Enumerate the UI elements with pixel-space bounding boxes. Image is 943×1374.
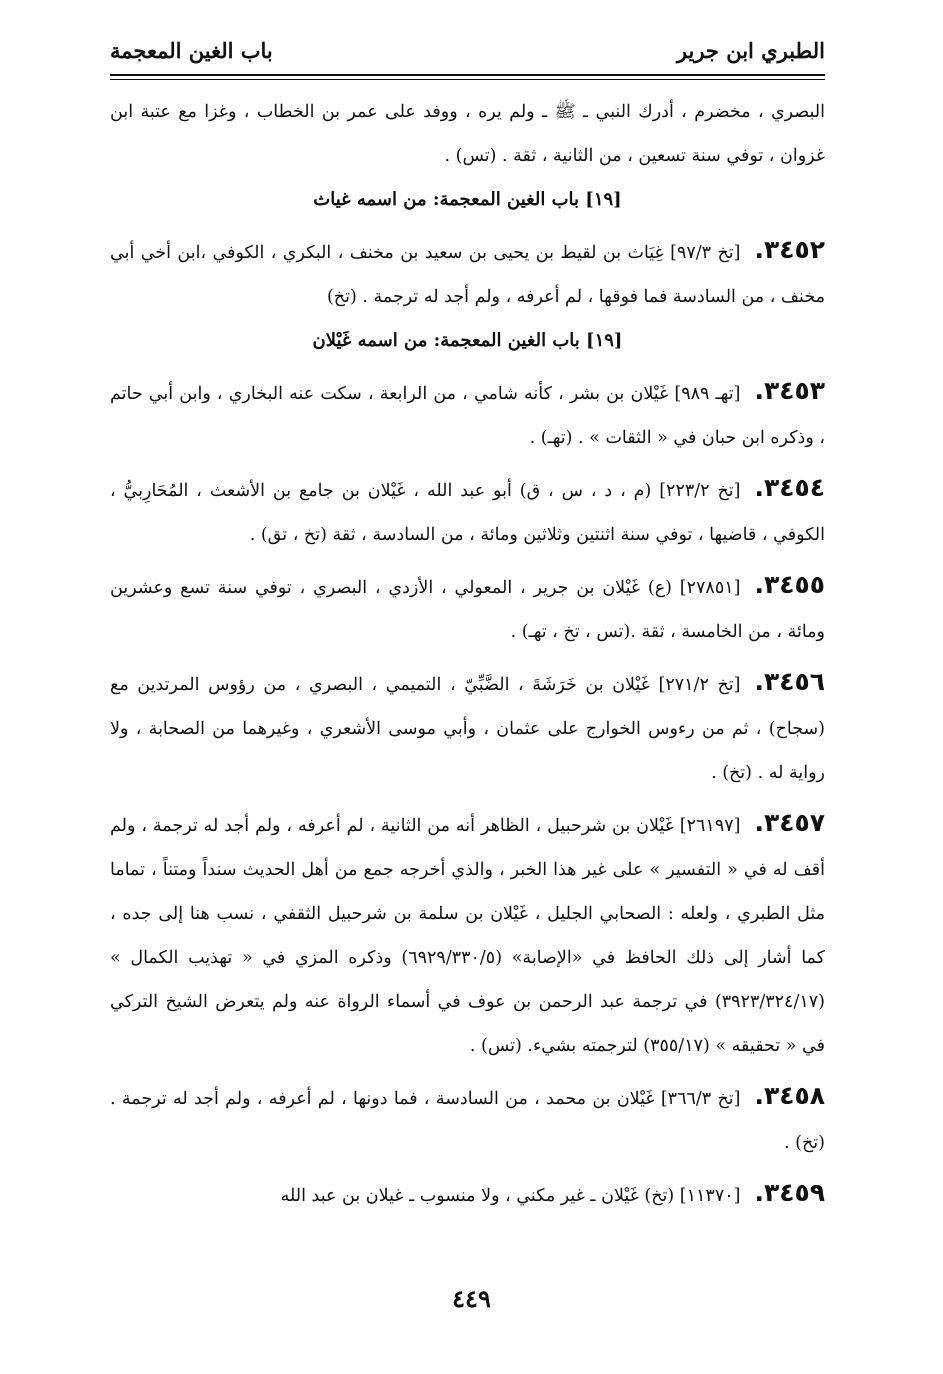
entry bbox=[110, 654, 825, 795]
entry-text: [٢٦١٩٧] غَيْلان بن شرحبيل ، الظاهر أنه من الثانية ، لم أعرفه ، ولم أجد له ترجمة ، ولم أقف له في « التفسير » على غير هذا الخبر ، والذي أخرجه جمع من أهل الحديث سنداً ومتناً ، تماما مثل الطبري ، ولعله : الصحابي الجليل ، غَيْلان بن سلمة بن شرحبيل الثقفي ، نسب هنا إلى جده ، كما أشار إلى ذلك الحافظ في «الإصابة» (٦٩٢٩/٣٣٠/٥) وذكره المزي في « تهذيب الكمال » (٣٩٢٣/٣٢٤/١٧) في ترجمة عبد الرحمن بن عوف في أسماء الرواة عنه ولم يتعرض الشيخ التركي في « تحقيقه » (٣٥٥/١٧) لترجمته بشيء. (تس) . bbox=[110, 816, 825, 1056]
page-body bbox=[110, 90, 825, 1218]
entry bbox=[110, 222, 825, 319]
entry-text: [تخ ٢٢٣/٢] (م ، د ، س ، ق) أبو عبد الله ، غَيْلان بن جامع بن الأشعث ، المُحَارِبيُّ ، الكوفي ، قاضيها ، توفي سنة اثنتين وثلاثين ومائة ، من السادسة ، ثقة (تخ ، تق) . bbox=[110, 481, 825, 545]
page-number: ٤٤٩ bbox=[452, 1284, 491, 1313]
entry-number: ٣٤٥٢. bbox=[754, 235, 826, 264]
entry-number: ٣٤٥٩. bbox=[754, 1178, 825, 1207]
entry-number: ٣٤٥٦. bbox=[754, 667, 825, 696]
entry bbox=[110, 1068, 825, 1165]
entry-text: [تخ ٩٧/٣] غِيَاث بن لقيط بن يحيى بن سعيد بن مخنف ، البكري ، الكوفي ،ابن أخي أبي مخنف ، من السادسة فما فوقها ، لم أعرفه ، ولم أجد له ترجمة . (تخ) bbox=[110, 243, 825, 307]
header-rule-thin bbox=[110, 79, 825, 80]
running-header bbox=[110, 38, 825, 74]
entry-number: ٣٤٥٥. bbox=[754, 570, 825, 599]
entry-text: [تهـ ٩٨٩] غَيْلان بن بشر ، كأنه شامي ، من الرابعة ، سكت عنه البخاري ، وابن أبي حاتم ، وذكره ابن حبان في « الثقات » . (تهـ) . bbox=[110, 384, 825, 448]
header-rule-thick bbox=[110, 74, 825, 76]
header-chapter-title: باب الغين المعجمة bbox=[110, 38, 273, 63]
entry bbox=[110, 795, 825, 1068]
entry-number: ٣٤٥٨. bbox=[754, 1081, 826, 1110]
entry bbox=[110, 1165, 825, 1218]
entry-number: ٣٤٥٣. bbox=[754, 376, 825, 405]
entry-text: [١١٣٧٠] (تخ) غَيْلان ـ غير مكني ، ولا منسوب ـ غيلان بن عبد الله bbox=[280, 1186, 741, 1206]
entry bbox=[110, 460, 825, 557]
continued-entry-text: البصري ، مخضرم ، أدرك النبي ـ ﷺ ـ ولم يره ، ووفد على عمر بن الخطاب ، وغزا مع عتبة ابن غزوان ، توفي سنة تسعين ، من الثانية ، ثقة . (تس) . bbox=[110, 102, 825, 166]
entry bbox=[110, 363, 825, 460]
entry-number: ٣٤٥٤. bbox=[754, 473, 825, 502]
header-book-title: الطبري ابن جرير bbox=[676, 38, 825, 63]
entry-text: [تخ ٣٦٦/٣] غَيْلان بن محمد ، من السادسة ، فما دونها ، لم أعرفه ، ولم أجد له ترجمة . (تخ) . bbox=[110, 1089, 825, 1153]
entry-text: [تخ ٢٧١/٢] غَيْلان بن خَرَشَةَ ، الضَّبِّيّ ، التميمي ، البصري ، من رؤوس المرتدين مع (سجاح) ، ثم من رءوس الخوارج على عثمان ، وأبي موسى الأشعري ، وغيرهما من الصحابة ، ولا رواية له . (تخ) . bbox=[110, 675, 825, 783]
entry-number: ٣٤٥٧. bbox=[754, 808, 825, 837]
entry-text: [٢٧٨٥١] (ع) غَيْلان بن جرير ، المعولي ، الأزدي ، البصري ، توفي سنة تسع وعشرين ومائة ، من الخامسة ، ثقة .(تس ، تخ ، تهـ) . bbox=[110, 578, 825, 642]
section-heading: [١٩] باب الغين المعجمة: من اسمه غَيْلان bbox=[312, 330, 623, 351]
entry bbox=[110, 557, 825, 654]
section-heading: [١٩] باب الغين المعجمة: من اسمه غياث bbox=[313, 189, 622, 210]
